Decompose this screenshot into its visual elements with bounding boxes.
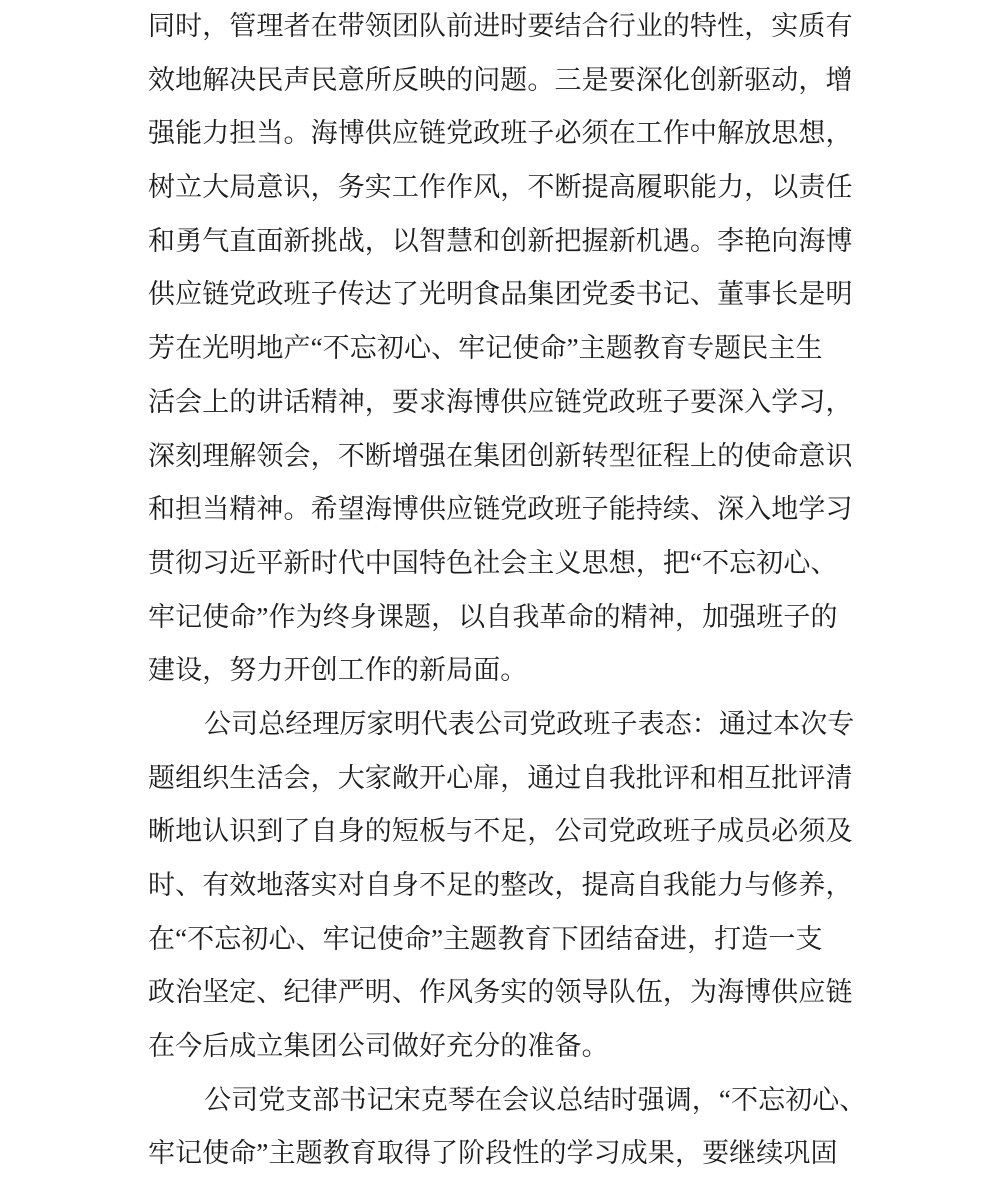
- text-line: 强能力担当。海博供应链党政班子必须在工作中解放思想，: [148, 118, 853, 149]
- text-line: 牢记使命”主题教育取得了阶段性的学习成果，要继续巩固: [148, 1138, 838, 1169]
- text-line: 效地解决民声民意所反映的问题。三是要深化创新驱动，增: [148, 64, 853, 95]
- text-line: 贯彻习近平新时代中国特色社会主义思想，把“不忘初心、: [148, 547, 838, 578]
- text-line: 题组织生活会，大家敞开心扉，通过自我批评和相互批评清: [148, 762, 853, 793]
- text-line: 同时，管理者在带领团队前进时要结合行业的特性，实质有: [148, 11, 853, 41]
- text-line: 公司总经理厉家明代表公司党政班子表态：通过本次专: [204, 708, 855, 739]
- paragraph: [148, 698, 858, 1074]
- text-line: 建设，努力开创工作的新局面。: [148, 655, 528, 686]
- text-line: 在今后成立集团公司做好充分的准备。: [148, 1031, 609, 1062]
- text-line: 和担当精神。希望海博供应链党政班子能持续、深入地学习: [148, 494, 853, 525]
- paragraph: [148, 0, 858, 698]
- text-line: 牢记使命”作为终身课题，以自我革命的精神，加强班子的: [148, 601, 838, 632]
- paragraph: [148, 1074, 867, 1181]
- text-line: 晰地认识到了自身的短板与不足，公司党政班子成员必须及: [148, 816, 853, 847]
- text-line: 活会上的讲话精神，要求海博供应链党政班子要深入学习，: [148, 386, 853, 417]
- text-line: 政治坚定、纪律严明、作风务实的领导队伍，为海博供应链: [148, 977, 853, 1008]
- text-line: 时、有效地落实对自身不足的整改，提高自我能力与修养，: [148, 870, 853, 900]
- text-line: 芳在光明地产“不忘初心、牢记使命”主题教育专题民主生: [148, 333, 823, 364]
- text-line: 深刻理解领会，不断增强在集团创新转型征程上的使命意识: [148, 440, 853, 471]
- text-line: 公司党支部书记宋克琴在会议总结时强调，“不忘初心、: [204, 1084, 867, 1115]
- text-line: 和勇气直面新挑战，以智慧和创新把握新机遇。李艳向海博: [148, 225, 853, 256]
- text-line: 供应链党政班子传达了光明食品集团党委书记、董事长是明: [148, 279, 853, 310]
- text-line: 树立大局意识，务实工作作风，不断提高履职能力，以责任: [148, 172, 853, 203]
- document-body: [148, 0, 867, 1181]
- text-line: 在“不忘初心、牢记使命”主题教育下团结奋进，打造一支: [148, 923, 823, 954]
